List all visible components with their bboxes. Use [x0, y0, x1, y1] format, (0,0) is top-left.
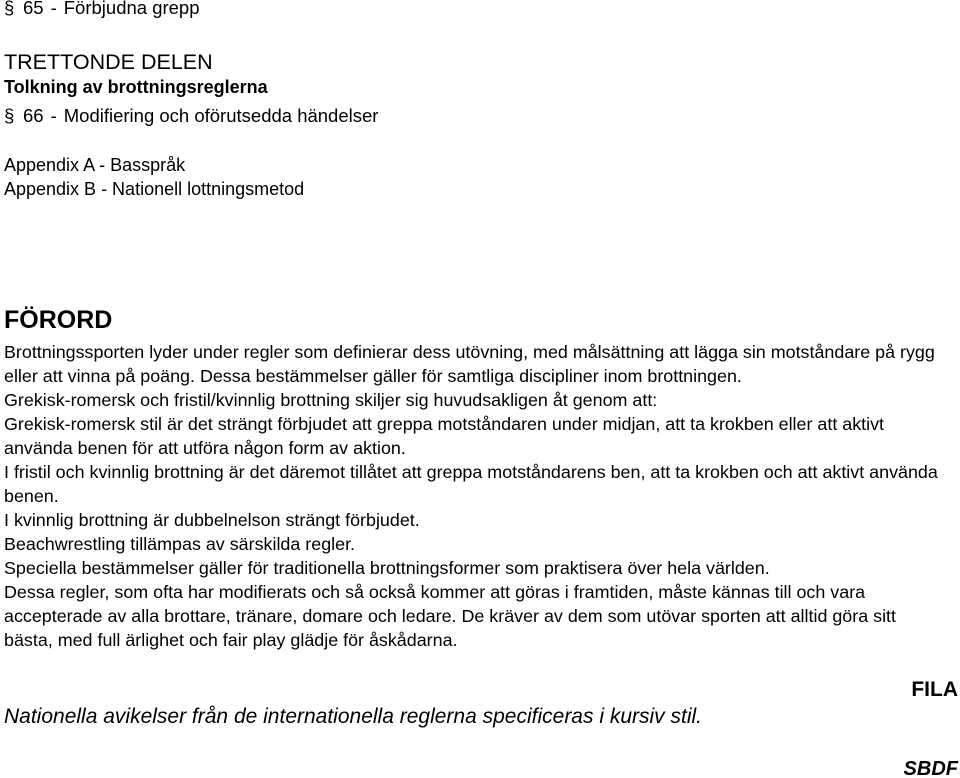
section-number: 66	[23, 105, 44, 126]
foreword-line: Grekisk-romersk och fristil/kvinnlig brottning skiljer sig huvudsakligen åt genom att:	[4, 390, 658, 410]
section-separator: -	[50, 105, 57, 126]
part-heading: TRETTONDE DELEN	[4, 50, 213, 74]
organization-fila: FILA	[911, 678, 958, 701]
section-separator: -	[50, 0, 57, 18]
foreword-line: Beachwrestling tillämpas av särskilda regler.	[4, 534, 356, 554]
toc-appendix-b: Appendix B - Nationell lottningsmetod	[4, 179, 305, 199]
foreword-line: använda benen för att utföra någon form av aktion.	[4, 438, 406, 458]
foreword-line: benen.	[4, 486, 59, 506]
part-title: Tolkning av brottningsreglerna	[4, 77, 268, 97]
section-mark: §	[4, 0, 15, 18]
foreword-line: I kvinnlig brottning är dubbelnelson strängt förbjudet.	[4, 510, 420, 530]
foreword-body	[4, 340, 938, 652]
foreword-line: bästa, med full ärlighet och fair play glädje för åskådarna.	[4, 630, 458, 650]
national-deviations-note: Nationella avikelser från de internationella reglerna specificeras i kursiv stil.	[4, 705, 702, 728]
foreword-heading: FÖRORD	[4, 306, 113, 334]
foreword-line: Grekisk-romersk stil är det strängt förbjudet att greppa motståndaren under midjan, att ta krokben eller att aktivt	[4, 414, 885, 434]
section-title: Förbjudna grepp	[63, 0, 200, 18]
toc-appendix-a: Appendix A - Basspråk	[4, 155, 186, 175]
foreword-line: Brottningssporten lyder under regler som definierar dess utövning, med målsättning att lägga sin motståndare på rygg	[4, 342, 935, 362]
foreword-line: eller att vinna på poäng. Dessa bestämmelser gäller för samtliga discipliner inom brottningen.	[4, 366, 742, 386]
section-title: Modifiering och oförutsedda händelser	[63, 105, 379, 126]
foreword-line: Speciella bestämmelser gäller för traditionella brottningsformer som praktisera över hela världen.	[4, 558, 770, 578]
foreword-line: accepterade av alla brottare, tränare, domare och ledare. De kräver av dem som utövar sporten att alltid göra sitt	[4, 606, 896, 626]
foreword-line: Dessa regler, som ofta har modifierats och så också kommer att göras i framtiden, måste kännas till och vara	[4, 582, 866, 602]
toc-section-66	[4, 104, 378, 128]
organization-sbdf: SBDF	[903, 758, 958, 778]
section-number: 65	[23, 0, 44, 18]
section-mark: §	[4, 105, 15, 126]
toc-section-65	[4, 0, 200, 16]
foreword-line: I fristil och kvinnlig brottning är det däremot tillåtet att greppa motståndarens ben, att ta krokben och att aktivt använda	[4, 462, 938, 482]
